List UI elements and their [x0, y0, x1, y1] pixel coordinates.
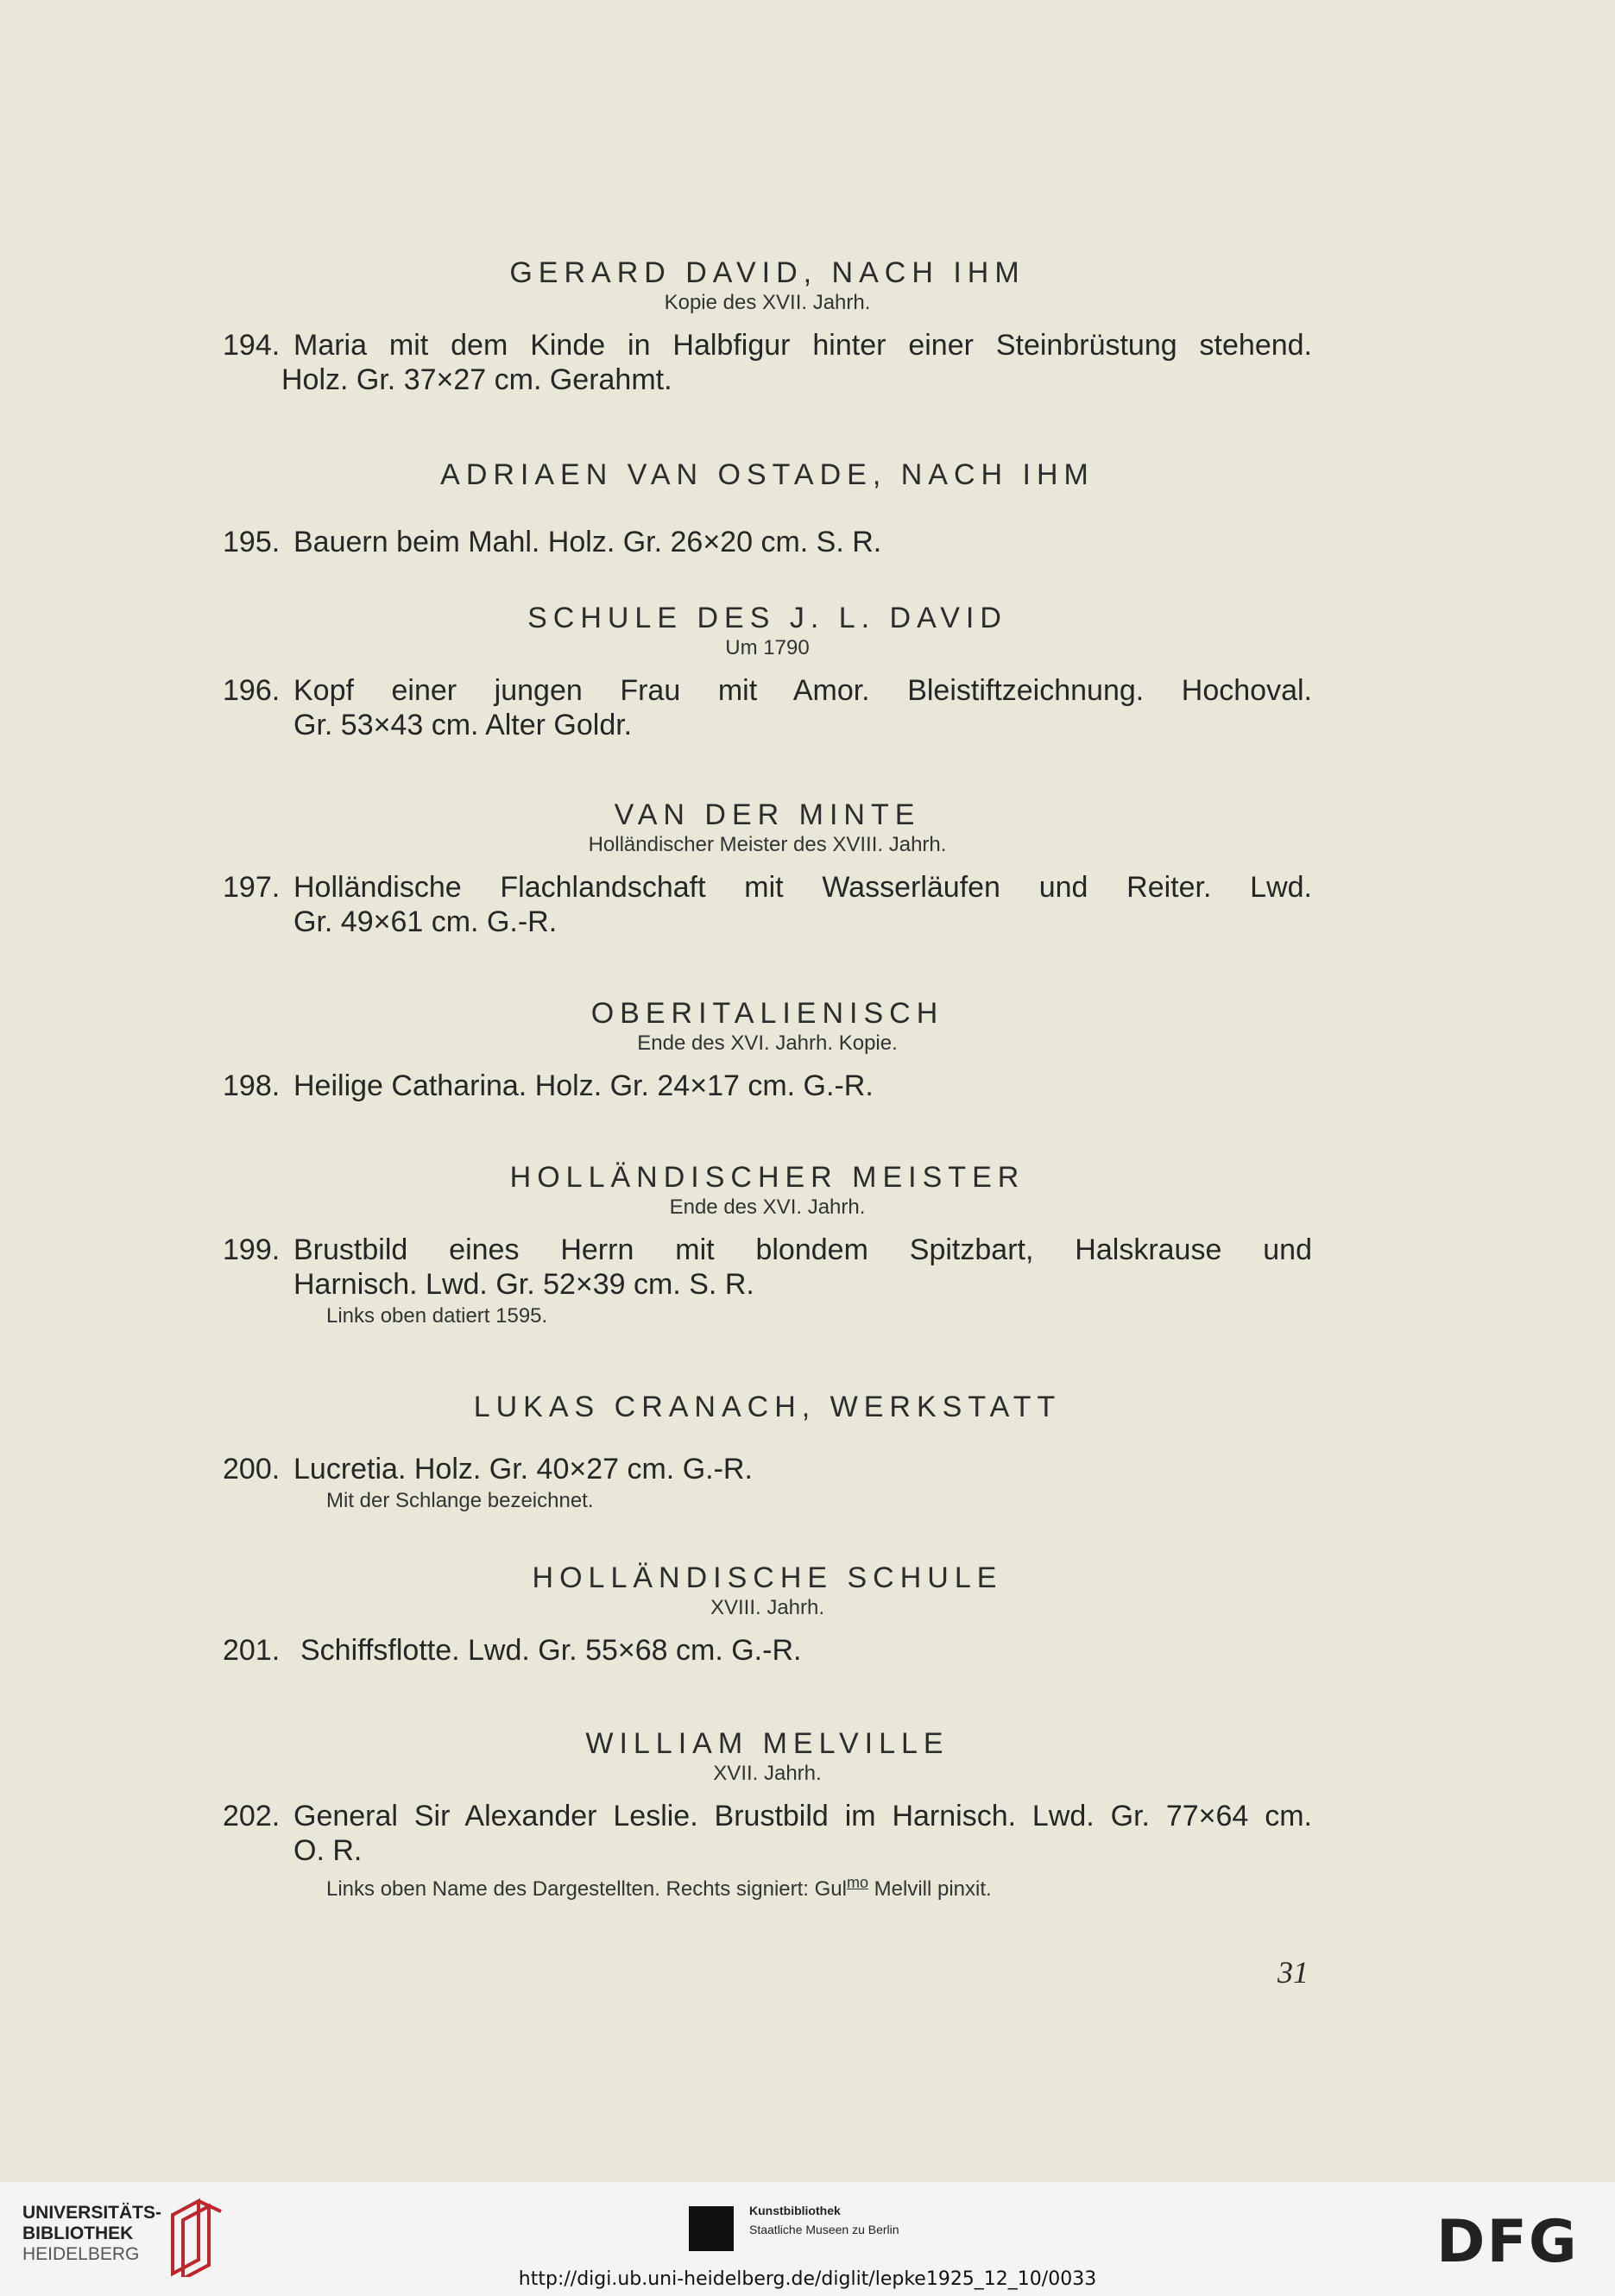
artist-heading: VAN DER MINTE: [614, 798, 921, 831]
kb-title: Kunstbibliothek: [749, 2204, 841, 2217]
entry-note: Links oben datiert 1595.: [326, 1304, 548, 1328]
entry-description-line1: General Sir Alexander Leslie. Brustbild im Harnisch. Lwd. Gr. 77×64 cm.: [293, 1800, 1312, 1832]
entry-description-line2: Gr. 53×43 cm. Alter Goldr.: [293, 709, 633, 741]
catalog-entry: [223, 870, 1312, 939]
catalog-section-196: [223, 601, 1312, 742]
entry-number: 195.: [223, 526, 281, 558]
entry-description-line1: Schiffsflotte. Lwd. Gr. 55×68 cm. G.-R.: [300, 1634, 802, 1667]
artist-heading: GERARD DAVID, NACH IHM: [509, 256, 1025, 289]
entry-number: 200.: [223, 1453, 281, 1485]
entry-note-text-end: Melvill pinxit.: [867, 1877, 992, 1901]
entry-note-superscript: mo: [846, 1874, 868, 1891]
ub-logo-mark-icon: [164, 2198, 224, 2277]
catalog-entry: [223, 673, 1312, 742]
entry-description-line1: Kopf einer jungen Frau mit Amor. Bleistiftzeichnung. Hochoval.: [293, 674, 1312, 707]
catalog-section-198: [223, 996, 1312, 1103]
catalog-section-201: [223, 1561, 1312, 1668]
entry-description-line1: Holländische Flachlandschaft mit Wasserläufen und Reiter. Lwd.: [293, 871, 1312, 904]
entry-number: 202.: [223, 1800, 281, 1832]
kunstbibliothek-emblem-icon: [689, 2206, 734, 2251]
artist-subheading: XVII. Jahrh.: [713, 1762, 822, 1785]
ub-logo-line3: HEIDELBERG: [22, 2244, 140, 2264]
entry-number: 196.: [223, 674, 281, 707]
entry-description-line2: Holz. Gr. 37×27 cm. Gerahmt.: [281, 363, 672, 396]
artist-heading: WILLIAM MELVILLE: [585, 1727, 949, 1760]
artist-subheading: Kopie des XVII. Jahrh.: [664, 291, 871, 314]
entry-description-line1: Maria mit dem Kinde in Halbfigur hinter einer Steinbrüstung stehend.: [293, 329, 1312, 362]
kb-subtitle: Staatliche Museen zu Berlin: [749, 2223, 899, 2236]
artist-heading: ADRIAEN VAN OSTADE, NACH IHM: [440, 458, 1095, 491]
footer-bar: [0, 2182, 1615, 2296]
catalog-entry: [223, 1799, 1312, 1904]
catalog-section-197: [223, 798, 1312, 939]
catalog-section-199: [223, 1160, 1312, 1331]
artist-subheading: Ende des XVI. Jahrh.: [669, 1195, 866, 1219]
artist-subheading: Ende des XVI. Jahrh. Kopie.: [637, 1031, 898, 1055]
artist-heading: LUKAS CRANACH, WERKSTATT: [473, 1391, 1062, 1423]
catalog-entry: [223, 1633, 1312, 1668]
artist-heading: HOLLÄNDISCHE SCHULE: [532, 1561, 1003, 1594]
entry-number: 197.: [223, 871, 281, 904]
artist-heading: SCHULE DES J. L. DAVID: [527, 602, 1007, 634]
catalog-section-200: [223, 1390, 1312, 1516]
entry-number: 201.: [223, 1634, 281, 1667]
catalog-entry: [223, 1233, 1312, 1331]
entry-description-line1: Brustbild eines Herrn mit blondem Spitzbart, Halskrause und: [293, 1233, 1312, 1266]
entry-description-line2: O. R.: [293, 1834, 363, 1867]
artist-subheading: Um 1790: [725, 636, 810, 659]
page-number: 31: [1277, 1955, 1309, 1990]
catalog-section-202: [223, 1726, 1312, 1904]
entry-description-line1: Heilige Catharina. Holz. Gr. 24×17 cm. G.-R.: [293, 1069, 874, 1102]
university-library-logo[interactable]: [22, 2203, 161, 2265]
dfg-logo[interactable]: DFG: [1436, 2208, 1579, 2276]
artist-heading: OBERITALIENISCH: [590, 997, 944, 1030]
catalog-entry: [223, 1069, 1312, 1103]
catalog-entry: [223, 525, 1312, 559]
entry-note: Mit der Schlange bezeichnet.: [326, 1489, 594, 1512]
entry-description-line2: Harnisch. Lwd. Gr. 52×39 cm. S. R.: [293, 1268, 754, 1301]
entry-number: 198.: [223, 1069, 281, 1102]
catalog-section-194: [223, 255, 1312, 397]
entry-description-line1: Bauern beim Mahl. Holz. Gr. 26×20 cm. S. R.: [293, 526, 882, 558]
entry-description-line2: Gr. 49×61 cm. G.-R.: [293, 905, 558, 938]
entry-note-text: Links oben Name des Dargestellten. Rechts signiert: Gul: [326, 1877, 847, 1901]
entry-number: 199.: [223, 1233, 281, 1266]
ub-logo-line2: BIBLIOTHEK: [22, 2223, 134, 2243]
ub-logo-line1: UNIVERSITÄTS-: [22, 2203, 162, 2223]
entry-note: [326, 1868, 1312, 1904]
artist-heading: HOLLÄNDISCHER MEISTER: [509, 1161, 1025, 1194]
catalog-entry: [223, 328, 1312, 397]
entry-description-line1: Lucretia. Holz. Gr. 40×27 cm. G.-R.: [293, 1453, 753, 1485]
catalog-section-195: [223, 457, 1312, 559]
catalog-entry: [223, 1452, 1312, 1516]
permalink-url[interactable]: http://digi.ub.uni-heidelberg.de/diglit/lepke1925_12_10/0033: [518, 2268, 1097, 2290]
artist-subheading: Holländischer Meister des XVIII. Jahrh.: [588, 833, 947, 856]
artist-subheading: XVIII. Jahrh.: [710, 1596, 825, 1619]
entry-number: 194.: [223, 329, 281, 362]
